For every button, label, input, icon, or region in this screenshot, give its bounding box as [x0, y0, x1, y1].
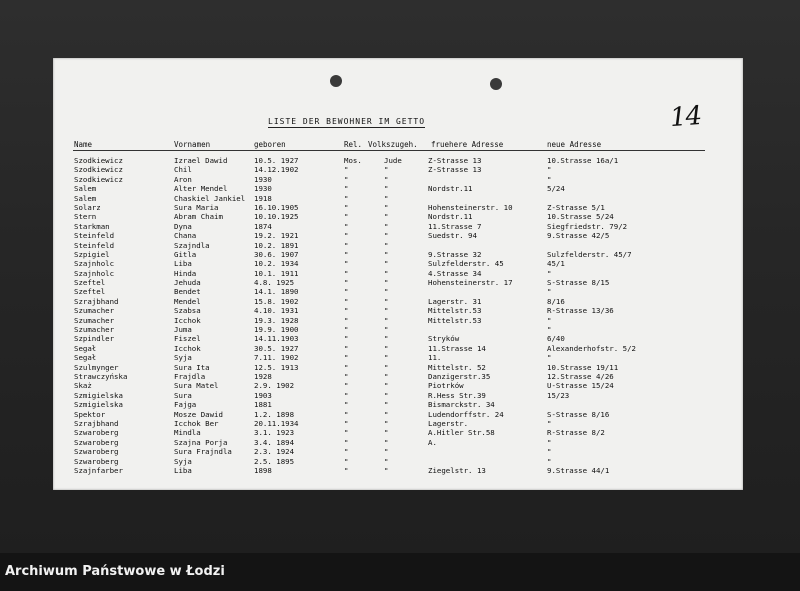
cell-first-names: Szabsa: [174, 306, 201, 316]
cell-born: 3.4. 1894: [254, 437, 295, 447]
cell-previous-address: Nordstr.11: [428, 212, 473, 222]
cell-surname: Szumacher: [74, 306, 115, 316]
cell-born: 1898: [254, 465, 272, 475]
cell-religion: Mos.: [344, 156, 362, 165]
cell-surname: Szpindler: [74, 334, 115, 344]
cell-surname: Strawczyńska: [74, 371, 128, 381]
cell-surname: Szeftel: [74, 287, 106, 297]
cell-nationality: ": [384, 362, 389, 372]
table-row: [53, 353, 743, 362]
cell-first-names: Dyna: [174, 221, 192, 231]
cell-first-names: Aron: [174, 174, 192, 184]
cell-religion: ": [344, 325, 349, 335]
cell-nationality: ": [384, 400, 389, 410]
cell-religion: ": [344, 193, 349, 203]
cell-first-names: Izrael Dawid: [174, 156, 228, 165]
cell-born: 14.1. 1890: [254, 287, 299, 297]
cell-religion: ": [344, 428, 349, 438]
cell-surname: Szajnfarber: [74, 465, 123, 475]
cell-born: 10.5. 1927: [254, 156, 299, 165]
cell-new-address: U-Strasse 15/24: [547, 381, 614, 391]
cell-new-address: S-Strasse 8/15: [547, 278, 610, 288]
cell-surname: Salem: [74, 184, 97, 194]
table-row: [53, 363, 743, 372]
punch-hole: [490, 78, 502, 90]
cell-new-address: Siegfriedstr. 79/2: [547, 221, 628, 231]
cell-previous-address: 9.Strasse 32: [428, 249, 482, 259]
cell-first-names: Mosze Dawid: [174, 409, 223, 419]
table-row: [53, 334, 743, 343]
cell-new-address: ": [547, 418, 552, 428]
cell-first-names: Icchok: [174, 343, 201, 353]
cell-born: 1881: [254, 400, 272, 410]
cell-previous-address: A.: [428, 437, 437, 447]
cell-new-address: ": [547, 165, 552, 175]
cell-previous-address: Ludendorffstr. 24: [428, 409, 504, 419]
cell-first-names: Chana: [174, 231, 197, 241]
cell-new-address: 10.Strasse 19/11: [547, 362, 619, 372]
cell-first-names: Icchok: [174, 315, 201, 325]
table-row: [53, 297, 743, 306]
cell-surname: Szumacher: [74, 325, 115, 335]
cell-new-address: 6/40: [547, 334, 565, 344]
table-row: [53, 203, 743, 212]
table-row: [53, 457, 743, 466]
cell-first-names: Sura Frajndla: [174, 447, 232, 457]
cell-previous-address: 4.Strasse 34: [428, 268, 482, 278]
table-row: [53, 287, 743, 296]
cell-born: 19.9. 1900: [254, 325, 299, 335]
cell-nationality: ": [384, 174, 389, 184]
cell-religion: ": [344, 343, 349, 353]
cell-born: 1874: [254, 221, 272, 231]
cell-nationality: ": [384, 428, 389, 438]
cell-first-names: Fiszel: [174, 334, 201, 344]
cell-religion: ": [344, 409, 349, 419]
cell-born: 3.1. 1923: [254, 428, 295, 438]
cell-nationality: ": [384, 409, 389, 419]
cell-new-address: 9.Strasse 42/5: [547, 231, 610, 241]
cell-religion: ": [344, 353, 349, 363]
cell-born: 2.5. 1895: [254, 456, 295, 466]
cell-born: 10.1. 1911: [254, 268, 299, 278]
cell-surname: Szeftel: [74, 278, 106, 288]
table-row: [53, 447, 743, 456]
cell-previous-address: Bismarckstr. 34: [428, 400, 495, 410]
cell-previous-address: Ziegelstr. 13: [428, 465, 486, 475]
cell-surname: Segał: [74, 343, 97, 353]
cell-new-address: ": [547, 174, 552, 184]
cell-religion: ": [344, 221, 349, 231]
table-row: [53, 278, 743, 287]
cell-previous-address: Mittelstr.53: [428, 306, 482, 316]
cell-previous-address: Piotrków: [428, 381, 464, 391]
cell-religion: ": [344, 334, 349, 344]
cell-surname: Szodkiewicz: [74, 156, 123, 165]
cell-nationality: ": [384, 202, 389, 212]
cell-nationality: ": [384, 371, 389, 381]
cell-new-address: Sulzfelderstr. 45/7: [547, 249, 632, 259]
cell-born: 1.2. 1898: [254, 409, 295, 419]
cell-born: 10.2. 1891: [254, 240, 299, 250]
cell-born: 14.11.1903: [254, 334, 299, 344]
cell-first-names: Chaskiel Jankiel: [174, 193, 246, 203]
cell-previous-address: Lagerstr. 31: [428, 296, 482, 306]
cell-religion: ": [344, 381, 349, 391]
cell-religion: ": [344, 240, 349, 250]
cell-born: 1918: [254, 193, 272, 203]
cell-previous-address: Hohensteinerstr. 17: [428, 278, 513, 288]
table-row: [53, 250, 743, 259]
header-underline: [73, 150, 705, 151]
cell-nationality: ": [384, 296, 389, 306]
table-row: [53, 428, 743, 437]
punch-hole: [330, 75, 342, 87]
cell-first-names: Fajga: [174, 400, 197, 410]
cell-born: 2.3. 1924: [254, 447, 295, 457]
cell-religion: ": [344, 400, 349, 410]
cell-previous-address: Mittelstr. 52: [428, 362, 486, 372]
cell-first-names: Abram Chaim: [174, 212, 223, 222]
cell-surname: Steinfeld: [74, 240, 115, 250]
cell-first-names: Alter Mendel: [174, 184, 228, 194]
cell-nationality: ": [384, 447, 389, 457]
table-row: [53, 438, 743, 447]
cell-previous-address: A.Hitler Str.58: [428, 428, 495, 438]
cell-previous-address: Nordstr.11: [428, 184, 473, 194]
column-header-new-address: neue Adresse: [547, 140, 602, 149]
cell-nationality: ": [384, 381, 389, 391]
cell-previous-address: Z-Strasse 13: [428, 156, 482, 165]
cell-nationality: ": [384, 231, 389, 241]
column-header-previous-address: fruehere Adresse: [431, 140, 504, 149]
cell-new-address: Alexanderhofstr. 5/2: [547, 343, 636, 353]
cell-new-address: ": [547, 353, 552, 363]
table-row: [53, 259, 743, 268]
table-row: [53, 419, 743, 428]
cell-new-address: ": [547, 447, 552, 457]
document-page: [53, 58, 743, 490]
cell-born: 14.12.1902: [254, 165, 299, 175]
column-header-born: geboren: [254, 140, 286, 149]
table-row: [53, 165, 743, 174]
cell-previous-address: Mittelstr.53: [428, 315, 482, 325]
cell-first-names: Liba: [174, 465, 192, 475]
cell-surname: Segał: [74, 353, 97, 363]
cell-first-names: Chil: [174, 165, 192, 175]
cell-born: 7.11. 1902: [254, 353, 299, 363]
cell-surname: Skaż: [74, 381, 92, 391]
cell-nationality: ": [384, 315, 389, 325]
cell-nationality: Jude: [384, 156, 402, 165]
cell-surname: Starkman: [74, 221, 110, 231]
cell-religion: ": [344, 202, 349, 212]
table-row: [53, 269, 743, 278]
cell-surname: Szwaroberg: [74, 456, 119, 466]
cell-born: 2.9. 1902: [254, 381, 295, 391]
table-row: [53, 391, 743, 400]
cell-surname: Szodkiewicz: [74, 165, 123, 175]
cell-religion: ": [344, 249, 349, 259]
cell-born: 4.10. 1931: [254, 306, 299, 316]
cell-first-names: Syja: [174, 353, 192, 363]
table-row: [53, 466, 743, 475]
cell-nationality: ": [384, 334, 389, 344]
cell-nationality: ": [384, 165, 389, 175]
table-row: [53, 222, 743, 231]
cell-religion: ": [344, 456, 349, 466]
cell-surname: Szrajbhand: [74, 418, 119, 428]
cell-new-address: ": [547, 287, 552, 297]
cell-religion: ": [344, 184, 349, 194]
cell-religion: ": [344, 287, 349, 297]
cell-surname: Szodkiewicz: [74, 174, 123, 184]
cell-new-address: 10.Strasse 5/24: [547, 212, 614, 222]
cell-first-names: Frajdla: [174, 371, 206, 381]
cell-new-address: S-Strasse 8/16: [547, 409, 610, 419]
cell-born: 30.5. 1927: [254, 343, 299, 353]
cell-surname: Szpigiel: [74, 249, 110, 259]
table-row: [53, 372, 743, 381]
cell-born: 20.11.1934: [254, 418, 299, 428]
cell-first-names: Mendel: [174, 296, 201, 306]
cell-previous-address: Stryków: [428, 334, 460, 344]
cell-previous-address: R.Hess Str.39: [428, 390, 486, 400]
cell-nationality: ": [384, 221, 389, 231]
cell-surname: Szulmynger: [74, 362, 119, 372]
cell-first-names: Gitla: [174, 249, 197, 259]
cell-first-names: Syja: [174, 456, 192, 466]
footer-bar: [0, 553, 800, 591]
cell-new-address: 12.Strasse 4/26: [547, 371, 614, 381]
table-row: [53, 184, 743, 193]
table-row: [53, 400, 743, 409]
cell-surname: Szmigielska: [74, 390, 123, 400]
cell-surname: Spektor: [74, 409, 106, 419]
cell-religion: ": [344, 315, 349, 325]
cell-first-names: Sura Matel: [174, 381, 219, 391]
column-header-name: Name: [74, 140, 93, 149]
cell-born: 19.2. 1921: [254, 231, 299, 241]
cell-born: 30.6. 1907: [254, 249, 299, 259]
cell-first-names: Liba: [174, 259, 192, 269]
cell-new-address: 10.Strasse 16a/1: [547, 156, 619, 165]
cell-religion: ": [344, 371, 349, 381]
cell-previous-address: 11.: [428, 353, 442, 363]
cell-previous-address: 11.Strasse 14: [428, 343, 486, 353]
table-row: [53, 344, 743, 353]
cell-previous-address: Lagerstr.: [428, 418, 469, 428]
cell-first-names: Jehuda: [174, 278, 201, 288]
table-row: [53, 316, 743, 325]
cell-previous-address: Hohensteinerstr. 10: [428, 202, 513, 212]
cell-born: 1903: [254, 390, 272, 400]
cell-born: 19.3. 1928: [254, 315, 299, 325]
cell-new-address: 5/24: [547, 184, 565, 194]
cell-born: 1928: [254, 371, 272, 381]
table-row: [53, 306, 743, 315]
cell-new-address: ": [547, 268, 552, 278]
cell-surname: Szajnholc: [74, 268, 115, 278]
cell-first-names: Icchok Ber: [174, 418, 219, 428]
cell-nationality: ": [384, 465, 389, 475]
cell-nationality: ": [384, 193, 389, 203]
column-header-nationality: Volkszugeh.: [368, 140, 418, 149]
table-row: [53, 212, 743, 221]
cell-nationality: ": [384, 240, 389, 250]
cell-nationality: ": [384, 353, 389, 363]
cell-nationality: ": [384, 390, 389, 400]
table-row: [53, 241, 743, 250]
cell-new-address: ": [547, 315, 552, 325]
cell-nationality: ": [384, 212, 389, 222]
cell-born: 10.10.1925: [254, 212, 299, 222]
cell-born: 4.8. 1925: [254, 278, 295, 288]
cell-religion: ": [344, 418, 349, 428]
cell-religion: ": [344, 465, 349, 475]
cell-born: 15.8. 1902: [254, 296, 299, 306]
column-header-first-names: Vornamen: [174, 140, 211, 149]
cell-first-names: Szajna Porja: [174, 437, 228, 447]
cell-religion: ": [344, 231, 349, 241]
table-row: [53, 410, 743, 419]
cell-previous-address: 11.Strasse 7: [428, 221, 482, 231]
cell-new-address: R-Strasse 13/36: [547, 306, 614, 316]
table-row: [53, 175, 743, 184]
cell-new-address: Z-Strasse 5/1: [547, 202, 605, 212]
cell-nationality: ": [384, 306, 389, 316]
cell-religion: ": [344, 390, 349, 400]
cell-religion: ": [344, 165, 349, 175]
cell-surname: Szumacher: [74, 315, 115, 325]
cell-surname: Szmigielska: [74, 400, 123, 410]
cell-religion: ": [344, 437, 349, 447]
cell-religion: ": [344, 306, 349, 316]
cell-first-names: Bendet: [174, 287, 201, 297]
document-title: LISTE DER BEWOHNER IM GETTO: [268, 117, 426, 126]
table-row: [53, 231, 743, 240]
column-header-religion: Rel.: [344, 140, 363, 149]
cell-nationality: ": [384, 184, 389, 194]
cell-surname: Salem: [74, 193, 97, 203]
cell-religion: ": [344, 362, 349, 372]
cell-previous-address: Sulzfelderstr. 45: [428, 259, 504, 269]
table-row: [53, 381, 743, 390]
cell-nationality: ": [384, 343, 389, 353]
cell-born: 12.5. 1913: [254, 362, 299, 372]
cell-religion: ": [344, 278, 349, 288]
cell-nationality: ": [384, 437, 389, 447]
cell-surname: Solarz: [74, 202, 101, 212]
cell-surname: Stern: [74, 212, 97, 222]
cell-new-address: ": [547, 325, 552, 335]
cell-previous-address: Suedstr. 94: [428, 231, 477, 241]
archive-label: Archiwum Państwowe w Łodzi: [5, 564, 225, 579]
cell-first-names: Sura Ita: [174, 362, 210, 372]
cell-new-address: 9.Strasse 44/1: [547, 465, 610, 475]
cell-surname: Steinfeld: [74, 231, 115, 241]
cell-first-names: Sura Maria: [174, 202, 219, 212]
cell-surname: Szwaroberg: [74, 437, 119, 447]
cell-new-address: ": [547, 456, 552, 466]
cell-surname: Szwaroberg: [74, 428, 119, 438]
cell-born: 1930: [254, 174, 272, 184]
cell-first-names: Sura: [174, 390, 192, 400]
cell-new-address: 8/16: [547, 296, 565, 306]
cell-religion: ": [344, 212, 349, 222]
cell-religion: ": [344, 268, 349, 278]
cell-first-names: Hinda: [174, 268, 197, 278]
cell-nationality: ": [384, 278, 389, 288]
cell-first-names: Mindla: [174, 428, 201, 438]
cell-first-names: Juma: [174, 325, 192, 335]
cell-surname: Szwaroberg: [74, 447, 119, 457]
cell-nationality: ": [384, 268, 389, 278]
resident-table: [53, 156, 743, 475]
cell-born: 16.10.1905: [254, 202, 299, 212]
cell-previous-address: Z-Strasse 13: [428, 165, 482, 175]
cell-new-address: 45/1: [547, 259, 565, 269]
cell-religion: ": [344, 447, 349, 457]
cell-new-address: 15/23: [547, 390, 570, 400]
cell-religion: ": [344, 259, 349, 269]
cell-nationality: ": [384, 259, 389, 269]
table-row: [53, 325, 743, 334]
cell-previous-address: Danzigerstr.35: [428, 371, 491, 381]
cell-nationality: ": [384, 287, 389, 297]
table-row: [53, 156, 743, 165]
page-number: 14: [668, 100, 703, 134]
cell-new-address: R-Strasse 8/2: [547, 428, 605, 438]
cell-born: 1930: [254, 184, 272, 194]
cell-new-address: ": [547, 437, 552, 447]
cell-surname: Szajnholc: [74, 259, 115, 269]
cell-religion: ": [344, 296, 349, 306]
cell-surname: Szrajbhand: [74, 296, 119, 306]
cell-nationality: ": [384, 418, 389, 428]
cell-religion: ": [344, 174, 349, 184]
cell-nationality: ": [384, 325, 389, 335]
table-row: [53, 194, 743, 203]
cell-nationality: ": [384, 249, 389, 259]
cell-born: 10.2. 1934: [254, 259, 299, 269]
cell-nationality: ": [384, 456, 389, 466]
cell-first-names: Szajndla: [174, 240, 210, 250]
